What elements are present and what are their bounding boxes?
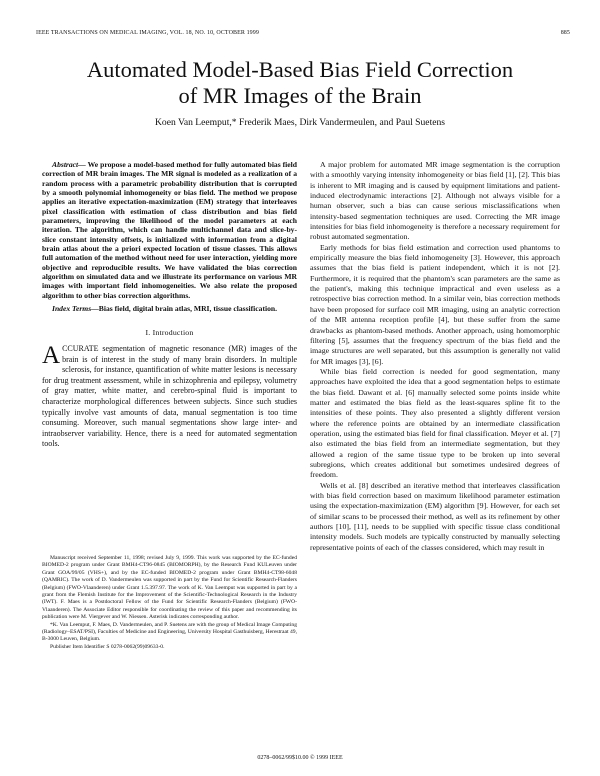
abstract-lead: Abstract— [52, 160, 86, 169]
title-line-2: of MR Images of the Brain [178, 83, 422, 108]
intro-paragraph [42, 344, 297, 450]
footnote [42, 555, 297, 651]
journal-header: IEEE TRANSACTIONS ON MEDICAL IMAGING, VOL. 18, NO. 10, OCTOBER 1999 [36, 30, 259, 36]
title-line-1: Automated Model-Based Bias Field Correction [86, 57, 514, 82]
body-paragraph-4: Wells et al. [8] described an iterative method that interleaves classification with bias field correction based on maximum likelihood parameter estimation using the expectation-maximization (EM) algorithm [9]. However, for each set of similar scans to be processed their method, as well as its refinement by other authors [10], [11], needs to be supplied with specific tissue class conditional intensity models. Such models are typically constructed by manually selecting representative points of each of the classes considered, which may result in [310, 480, 560, 552]
abstract-text: We propose a model-based method for fully automated bias field correction of MR brain images. The MR signal is modeled as a realization of a random process with a parametric probability distribution that is corrupted by a smooth polynomial inhomogeneity or bias field. The method we propose applies an iterative expectation-maximization (EM) strategy that interleaves pixel classification with estimation of class distribution and bias field parameters, improving the likelihood of the model parameters at each iteration. The algorithm, which can handle multichannel data and slice-by-slice constant intensity offsets, is initialized with information from a digital brain atlas about the a priori expected location of tissue classes. This allows full automation of the method without need for user interaction, yielding more objective and reproducible results. We have validated the bias correction algorithm on simulated data and we illustrate its performance on various MR images with important field inhomogeneities. We also relate the proposed algorithm to other bias correction algorithms. [42, 160, 297, 300]
copyright-line: 0278–0062/99$10.00 © 1999 IEEE [257, 755, 343, 761]
footnote-identifier: Publisher Item Identifier S 0278-0062(99)09633-0. [50, 643, 165, 650]
paper-title [0, 57, 600, 109]
index-terms [42, 304, 297, 313]
body-paragraph-3: While bias field correction is needed for good segmentation, many approaches have exploited the idea that a good segmentation helps to estimate the bias field. Dawant et al. [6] manually selected some points inside white matter and estimated the bias field as the least-squares spline fit to the intensities of these points. They also presented a slightly different version where the reference points are obtained by an intermediate classification operation, using the estimated bias field for final classification. Meyer et al. [7] also estimated the bias field from an intermediate segmentation, but they allowed a region of the same tissue type to be broken up into several subregions, which creates additional but sometimes undesired degrees of freedom. [310, 366, 560, 480]
index-terms-text: —Bias field, digital brain atlas, MRI, tissue classification. [91, 304, 278, 314]
body-paragraph-2: Early methods for bias field estimation and correction used phantoms to empirically measure the bias field inhomogeneity [3]. However, this approach assumes that the bias field is patient independent, which it is not [2]. Furthermore, it is required that the phantom's scan parameters are the same as the patient's, making this technique impractical and even useless as a retrospective bias correction method. In a similar vein, bias correction methods have been proposed for surface coil MR imaging, using an analytic correction of the MR antenna reception profile [4], but these suffer from the same drawbacks as phantom-based methods. Another approach, using homomorphic filtering [5], assumes that the frequency spectrum of the bias field and the image structures are well separated, but this assumption is generally not valid for MR images [3], [6]. [310, 242, 560, 366]
body-paragraph-1: A major problem for automated MR image segmentation is the corruption with a smoothly varying intensity inhomogeneity or bias field [1], [2]. This bias is inherent to MR imaging and is caused by equipment limitations and patient-induced electrodynamic interactions [2]. Although not always visible for a human observer, such a bias can cause serious misclassifications when intensity-based segmentation techniques are used. Correcting the MR image intensities for bias field inhomogeneity is therefore a necessary requirement for robust automated segmentation. [310, 160, 560, 242]
author-list: Koen Van Leemput,* Frederik Maes, Dirk Vandermeulen, and Paul Suetens [154, 117, 446, 128]
index-terms-lead: Index Terms [52, 304, 92, 314]
page-number: 885 [560, 30, 570, 36]
footnote-affiliation: *K. Van Leemput, F. Maes, D. Vandermeulen, and P. Suetens are with the group of Medical Image Computing (Radiology–ESAT/PSI), Faculties of Medicine and Engineering, University Hospital Gasthuisberg, Herestraat 49, B-3000 Leuven, Belgium. [42, 621, 297, 643]
footnote-manuscript: Manuscript received September 11, 1998; revised July 9, 1999. This work was supported by the EC-funded BIOMED-2 program under Grant BMH4-CT96-0845 (BIOMORPH), by the Research Fund KULeuven under Grant GOA/99/05 (VHS+), and by the EC-funded BIOMED-2 program under Grant BMH4-CT98-6048 (QAMRIC). The work of D. Vandermeulen was supported in part by the Fund for Scientific Research-Flanders (Belgium) (FWO-Vlaanderen) under Grant 1.5.397.97. The work of K. Van Leemput was supported in part by a grant from the Flemish Institute for the Improvement of the Scientific-Technological Research in the Industry (IWT). F. Maes is a Postdoctoral Fellow of the Fund for Scientific Research-Flanders (Belgium) (FWO-Vlaanderen). The Associate Editor responsible for coordinating the review of this paper and recommending its publication were M. Viergever and W. Niessen. Asterisk indicates corresponding author. [42, 555, 297, 621]
drop-cap: A [42, 342, 61, 370]
left-column [42, 160, 297, 450]
intro-text: CCURATE segmentation of magnetic resonance (MR) images of the brain is of interest in the study of many brain disorders. In multiple sclerosis, for instance, quantification of white matter lesions is necessary for drug treatment assessment, while in schizophrenia and epilepsy, volumetry of gray matter, white matter, and cerebro-spinal fluid is important to characterize morphological differences between subjects. Since such studies typically involve vast amounts of data, manual segmentation is too time consuming. Moreover, such manual segmentations show large inter- and intraobserver variability. Hence, there is a need for automated segmentation tools. [42, 344, 297, 449]
abstract [42, 160, 297, 300]
section-heading: I. Introduction [145, 327, 194, 337]
right-column [310, 160, 560, 553]
